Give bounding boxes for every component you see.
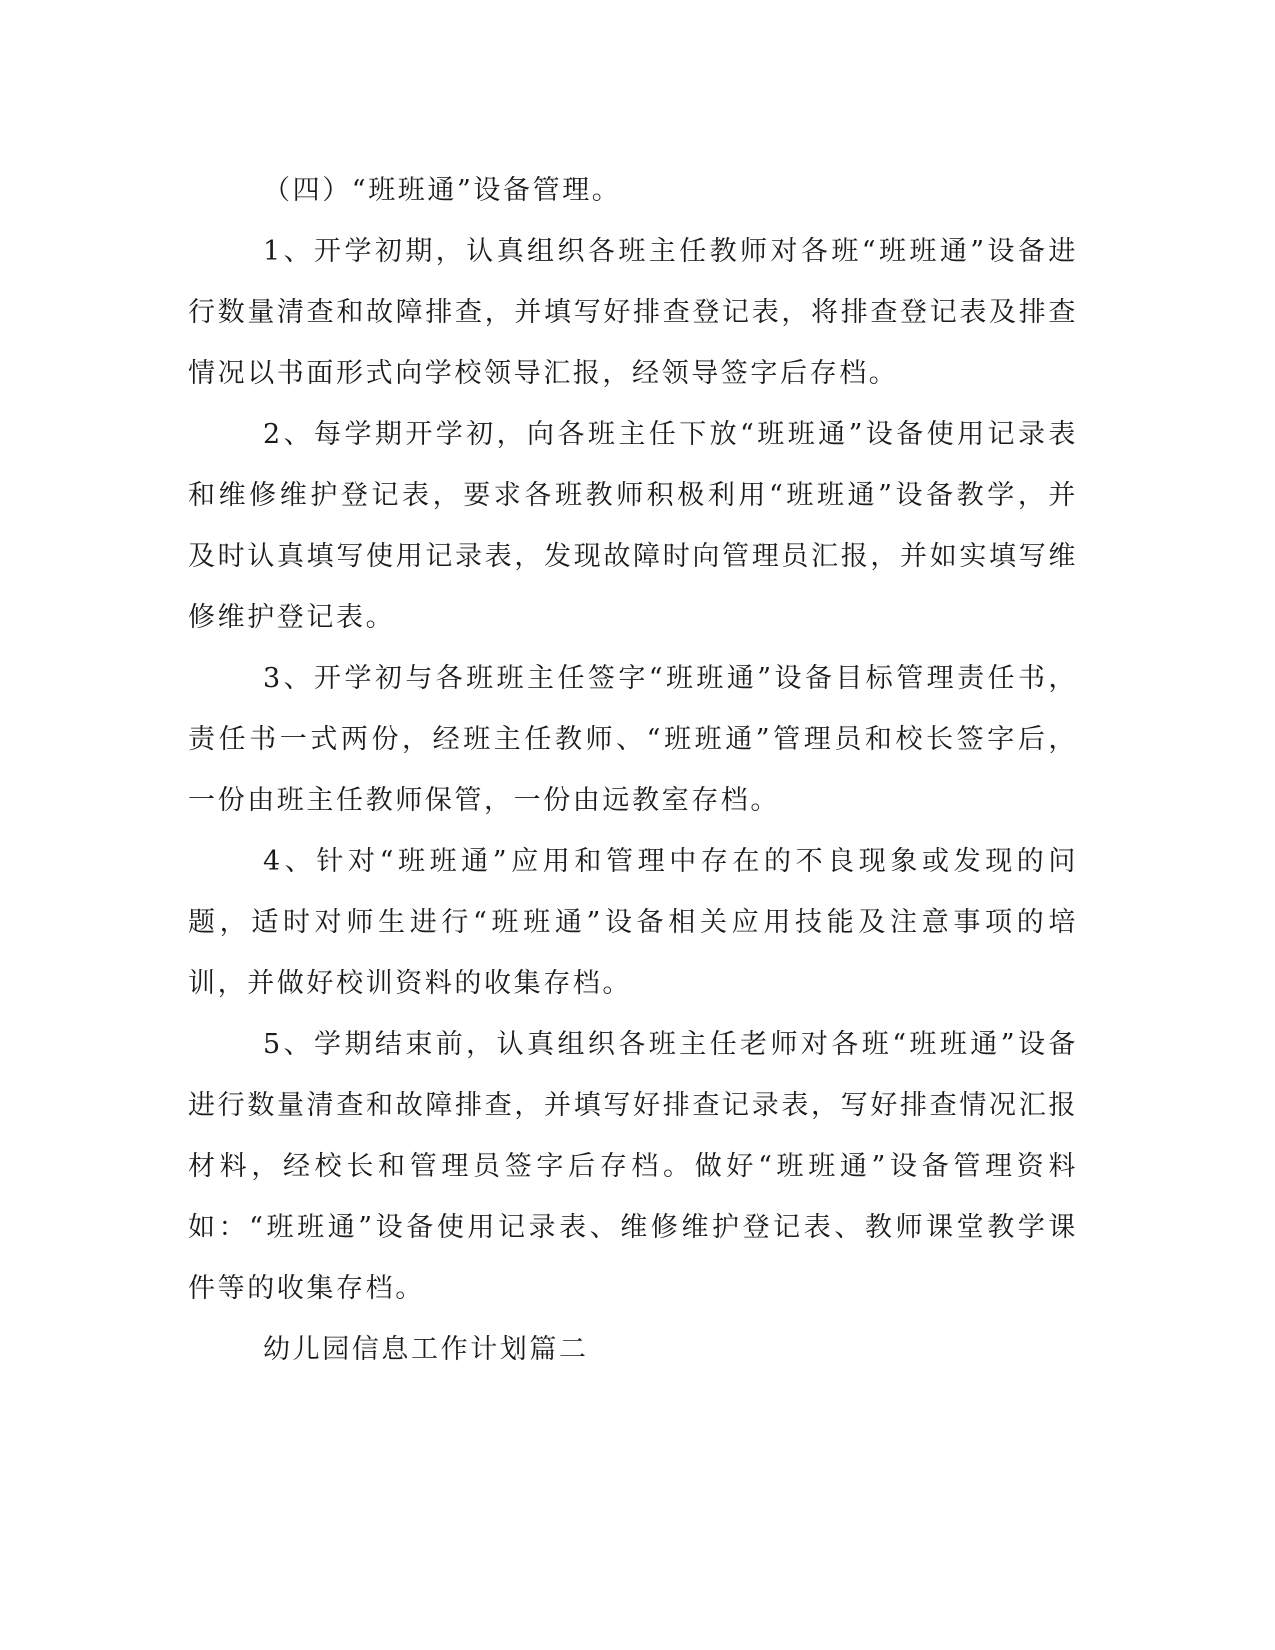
- section-heading: （四）“班班通”设备管理。: [263, 175, 622, 206]
- paragraph-5: 5、学期结束前，认真组织各班主任老师对各班“班班通”设备进行数量清查和故障排查，并填写好排查记录表，写好排查情况汇报材料，经校长和管理员签字后存档。做好“班班通”设备管理资料如：“班班通”设备使用记录表、维修维护登记表、教师课堂教学课件等的收集存档。: [188, 1029, 1078, 1304]
- paragraph-1: 1、开学初期，认真组织各班主任教师对各班“班班通”设备进行数量清查和故障排查，并填写好排查登记表，将排查登记表及排查情况以书面形式向学校领导汇报，经领导签字后存档。: [188, 236, 1078, 389]
- paragraph-2: 2、每学期开学初，向各班主任下放“班班通”设备使用记录表和维修维护登记表，要求各班教师积极利用“班班通”设备教学，并及时认真填写使用记录表，发现故障时向管理员汇报，并如实填写维修维护登记表。: [188, 419, 1078, 633]
- next-section-title: 幼儿园信息工作计划篇二: [263, 1334, 589, 1365]
- paragraph-4: 4、针对“班班通”应用和管理中存在的不良现象或发现的问题，适时对师生进行“班班通”设备相关应用技能及注意事项的培训，并做好校训资料的收集存档。: [188, 846, 1078, 999]
- paragraph-3: 3、开学初与各班班主任签字“班班通”设备目标管理责任书，责任书一式两份，经班主任教师、“班班通”管理员和校长签字后，一份由班主任教师保管，一份由远教室存档。: [188, 663, 1078, 816]
- document-page: [188, 160, 1078, 1380]
